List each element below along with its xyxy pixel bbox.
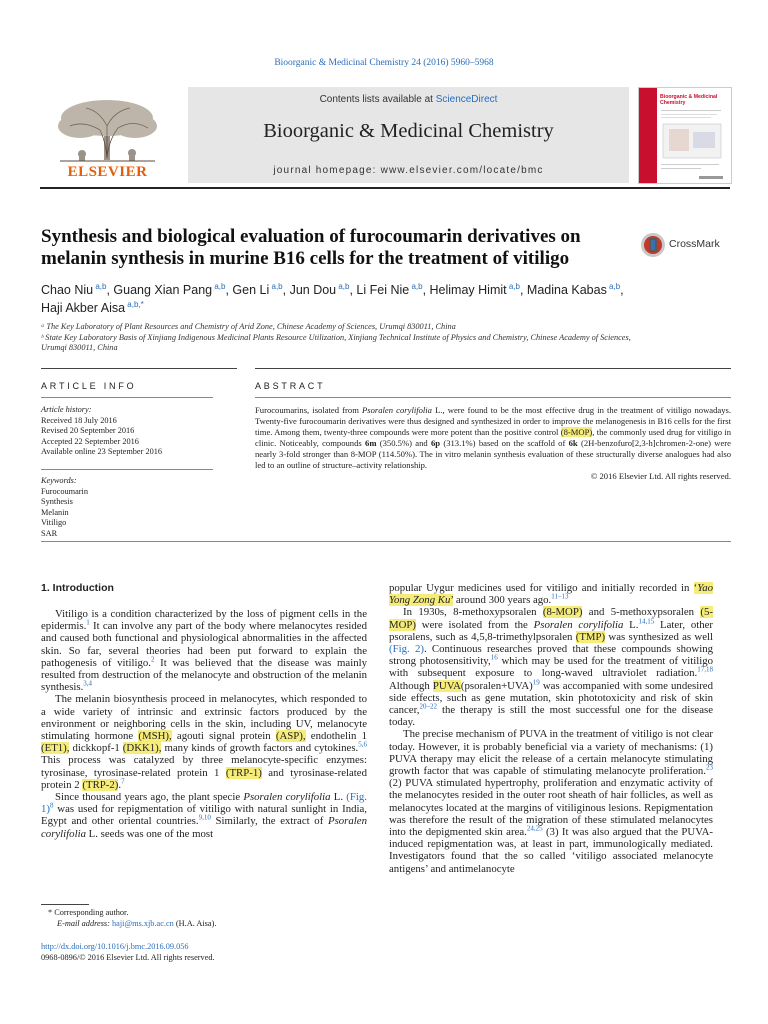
history-received: Received 18 July 2016 <box>41 415 117 425</box>
author-name[interactable]: Li Fei Nie <box>356 283 410 297</box>
author-name[interactable]: Jun Dou <box>289 283 337 297</box>
author-affiliation-marker[interactable]: a,b <box>409 281 423 291</box>
author-name[interactable]: Guang Xian Pang <box>113 283 213 297</box>
abstract-part: Furocoumarins, isolated from <box>255 405 363 415</box>
keyword-item: Furocoumarin <box>41 486 89 496</box>
body-paragraph: The melanin biosynthesis proceed in melanocytes, which responded to a wide variety of intrinsic and extrinsic factors produced by the environment or neighboring cells in the skin, including UV, melanocyte stimulating hormone (MSH), agouti signal protein (ASP), endothelin 1 (ET1), dickkopf-1 (DKK1), many kinds of growth factors and cytokines.$^{5,6}$ This process was catalyzed by three melanocyte-specific enzymes: tyrosinase, tyrosinase-related protein 1 (TRP-1) and tyrosinase-related protein 2 (TRP-2).$^7$ <box>41 693 367 791</box>
author-affiliation-marker[interactable]: a,b <box>606 281 621 291</box>
compound-label: 6k <box>568 438 578 448</box>
history-accepted: Accepted 22 September 2016 <box>41 436 139 446</box>
abstract-part: (350.5%) and <box>376 438 431 448</box>
affiliations <box>41 322 731 354</box>
abstract-copyright: © 2016 Elsevier Ltd. All rights reserved. <box>590 471 731 481</box>
keywords-heading: Keywords: <box>41 476 77 485</box>
abstract-part: L., were found to be the most effective drug in the treatment of vitiligo nowadays. Twenty-five furocoumarin derivatives were thus designed and synthesized in order to improve the melanogenesis in B16 cells for the first time. Among them, twenty-three compounds were more potent than the positive control <box>255 405 732 437</box>
compound-label: 6p <box>430 438 441 448</box>
cover-illustration <box>639 88 731 183</box>
history-revised: Revised 20 September 2016 <box>41 426 135 435</box>
author-affiliation-marker[interactable]: a,b <box>336 281 350 291</box>
body-paragraph: Since thousand years ago, the plant specie Psoralen corylifolia L. (Fig. 1)$^8$ was used for repigmentation of vitiligo with natural sunlight in India, Egypt and other oriental countries.$^{9,10}$ Similarly, the extract of Psoralen corylifolia L. seeds was one of the most <box>41 791 367 840</box>
journal-title: Bioorganic & Medicinal Chemistry <box>263 120 554 142</box>
keyword-item: Synthesis <box>41 497 73 506</box>
author-affiliation-marker[interactable]: a,b <box>212 281 226 291</box>
abstract-label: ABSTRACT <box>255 381 326 391</box>
article-history <box>41 405 231 458</box>
body-paragraph: The precise mechanism of PUVA in the treatment of vitiligo is not clear today. However, it is probably beneficial via a variety of mechanisms: (1) PUVA therapy may elicit the release of a certain melanocyte stimulating growth factor that was capable of stimulating melanocyte proliferation.$^{23}$ (2) PUVA stimulated hypertrophy, proliferation and enzymatic activity of the melanocytes resided in the outer root sheath of hair follicles, as well as melanocytes located at the margins of vitiliginous lesions. Repigmentation was therefore the result of the migration of these stimulated melanocytes into the depigmented skin area.$^{24,25}$ (3) It was also argued that the PUVA-induced repigmentation was, at least in part, immunologically mediated. Investigators found that the so called ‘vitiligo associated melanocyte antigens’ and antimelanocyte <box>389 728 713 875</box>
compound-label: 6m <box>365 438 377 448</box>
author-name[interactable]: Madina Kabas <box>526 283 607 297</box>
affiliation-a: ᵃ The Key Laboratory of Plant Resources and Chemistry of Arid Zone, Chinese Academy of Sciences, Urumqi 830011, China <box>41 322 456 331</box>
abstract-species: Psoralen corylifolia <box>362 405 432 415</box>
author-affiliation-marker[interactable]: a,b <box>506 281 520 291</box>
abstract-rule <box>255 368 731 369</box>
author-name[interactable]: Gen Li <box>232 283 270 297</box>
doi-link[interactable]: http://dx.doi.org/10.1016/j.bmc.2016.09.056 <box>41 942 189 951</box>
journal-cover-thumbnail[interactable] <box>638 87 732 184</box>
footnote <box>48 907 348 929</box>
keyword-item: Melanin <box>41 507 69 517</box>
abstract-part: (2H-benzofuro[2,3-h]chromen-2-one) were nearly 3-fold stronger than 8-MOP (114.50%). The in vitro melanin synthesis evaluation of these structurally diverse analogues had also led to an outline of structure–activity relationship. <box>255 438 731 470</box>
affiliation-b-cont: Urumqi 830011, China <box>41 343 118 352</box>
svg-text:Chemistry: Chemistry <box>660 100 686 106</box>
crossmark-badge[interactable] <box>640 232 730 258</box>
affiliation-b: ᵇ State Key Laboratory Basis of Xinjiang Indigenous Medicinal Plants Resource Utilization, Xinjiang Technical Institute of Physics and Chemistry, Chinese Academy of Sciences, <box>41 332 631 342</box>
homepage-prefix: journal homepage: <box>273 165 381 176</box>
keyword-item: SAR <box>41 528 58 538</box>
header-rule <box>40 187 730 189</box>
footnote-rule <box>41 904 89 905</box>
author-affiliation-marker[interactable]: a,b,* <box>125 299 144 309</box>
keyword-item: Vitiligo <box>41 518 67 527</box>
journal-homepage <box>188 165 629 176</box>
info-subrule <box>41 397 213 398</box>
author-name[interactable]: Chao Niu <box>41 283 94 297</box>
body-paragraph: In 1930s, 8-methoxypsoralen (8-MOP) and 5-methoxypsoralen (5-MOP) were isolated from the Psoralen corylifolia L.$^{14,15}$ Later, other psoralens, such as 4,5,8-trimethylpsoralen (TMP) was synthesized as well (Fig. 2). Continuous researches proved that these compounds showing strong photosensitivity,$^{16}$ which may be used for the treatment of vitiligo with subsequent exposure to long-waved ultraviolet radiation.$^{17,18}$ Although PUVA(psoralen+UVA)$^{19}$ was accompanied with some undesired side effects, such as gene mutation, skin phototoxicity and risk of skin cancer,$^{20-22}$ the therapy is still the most successful one for the disease today. <box>389 606 714 729</box>
crossmark-icon <box>640 232 666 258</box>
crossmark-label: CrossMark <box>669 238 720 250</box>
author-affiliation-marker[interactable]: a,b <box>269 281 283 291</box>
corresponding-author: * Corresponding author. <box>48 908 129 917</box>
author-name[interactable]: Helimay Himit <box>429 283 507 297</box>
doi-block <box>41 941 215 963</box>
svg-text:Bioorganic & Medicinal: Bioorganic & Medicinal <box>660 94 718 100</box>
author-name[interactable]: Haji Akber Aisa <box>41 301 126 315</box>
section-heading: 1. Introduction <box>41 582 114 594</box>
abstract-part: , the commonly used drug for vitiligo in clinic. Noticeably, compounds <box>255 427 732 448</box>
author-affiliation-marker[interactable]: a,b <box>93 281 107 291</box>
body-paragraph: Vitiligo is a condition characterized by the loss of pigment cells in the epidermis.$^1$ It can involve any part of the body where melanocytes resided and caused both functional and physiological abnormalities in the affected skin. So far, several theories had been put forward to explain the pathogenesis of vitiligo.$^2$ It was believed that the disease was mainly resulted from destruction of the melanocyte and obstruction of the melanin synthesis.$^{3,4}$ <box>41 608 367 694</box>
email-label: E-mail address: <box>57 919 112 928</box>
author-list: Chao Niu $^{a,b}$, Guang Xian Pang $^{a,b}$, Gen Li $^{a,b}$, Jun Dou $^{a,b}$, Li Fei Nie $^{a,b}$, Helimay Himit $^{a,b}$, Madina Kabas $^{a,b}$, Haji Akber Aisa $^{a,b,*}$ <box>41 281 624 315</box>
body-paragraph: popular Uygur medicines used for vitiligo and initially recorded in ‘Yao Yong Zong Ku’ around 300 years ago.$^{11-13}$ <box>389 582 713 607</box>
email-link[interactable]: haji@ms.xjb.ac.cn <box>112 919 174 928</box>
email-suffix: (H.A. Aisa). <box>173 919 217 928</box>
abstract-highlight: (8-MOP) <box>560 427 593 437</box>
keywords-block <box>41 476 231 539</box>
issn-line: 0968-0896/© 2016 Elsevier Ltd. All rights reserved. <box>41 953 215 962</box>
body-left-column <box>41 608 367 840</box>
abstract-text <box>255 405 731 482</box>
homepage-link[interactable]: www.elsevier.com/locate/bmc <box>380 165 544 176</box>
contents-prefix: Contents lists available at <box>319 94 436 105</box>
abstract-part: (313.1%) based on the scaffold of <box>440 438 569 448</box>
history-online: Available online 23 September 2016 <box>41 447 163 456</box>
article-info-label: ARTICLE INFO <box>41 381 137 391</box>
sciencedirect-link[interactable]: ScienceDirect <box>435 94 498 105</box>
info-rule <box>41 368 237 369</box>
contents-line <box>188 94 629 105</box>
keywords-rule <box>41 469 213 470</box>
body-right-column <box>389 582 713 875</box>
history-heading: Article history: <box>41 405 92 414</box>
journal-citation[interactable]: Bioorganic & Medicinal Chemistry 24 (2016) 5960–5968 <box>274 58 494 68</box>
elsevier-wordmark: ELSEVIER <box>67 164 148 180</box>
article-title: Synthesis and biological evaluation of furocoumarin derivatives on melanin synthesis in murine B16 cells for the treatment of vitiligo <box>41 226 581 269</box>
abstract-end-rule <box>41 541 731 542</box>
abstract-subrule <box>255 397 731 398</box>
